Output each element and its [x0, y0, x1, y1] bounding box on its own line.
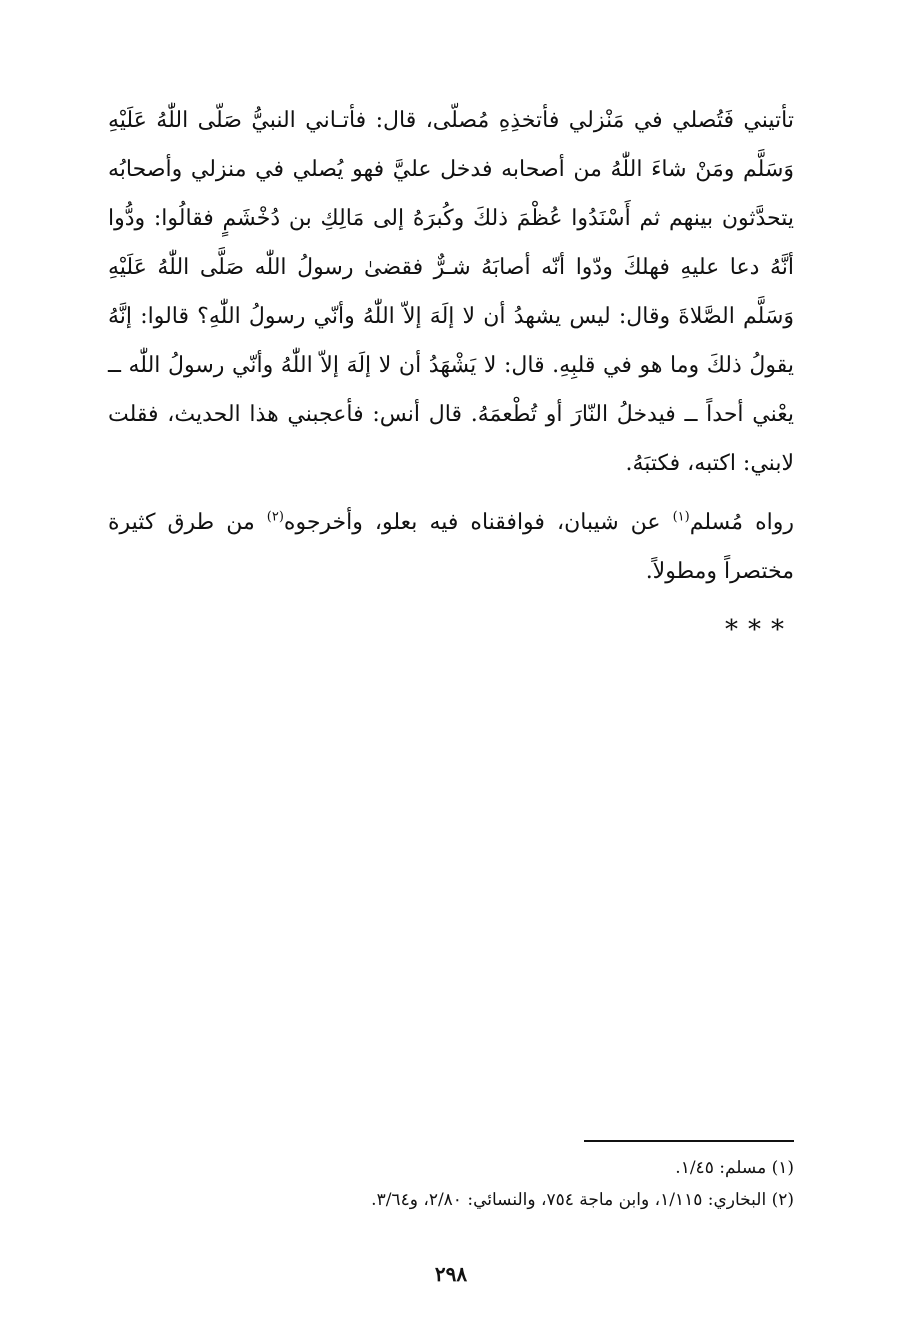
narration-paragraph [108, 498, 794, 596]
footnote-ref-1: (١) [672, 509, 690, 525]
hadith-paragraph: تأتيني فَتُصلي في مَنْزلي فأتخذِهِ مُصلّى، قال: فأتـاني النبيُّ صَلّى اللّٰهُ عَلَيْهِ وَسَلَّم ومَنْ شاءَ اللّٰهُ من أصحابه فدخل عليَّ فهو يُصلي في منزلي وأصحابُه يتحدَّثون بينهم ثم أَسْنَدُوا عُظْمَ ذلكَ وكُبرَهُ إلى مَالِكِ بن دُخْشَمٍ فقالُوا: ودُّوا أنَّهُ دعا عليهِ فهلكَ ودّوا أنّه أصابَهُ شـرٌّ فقضىٰ رسولُ اللّٰه صَلَّى اللّٰهُ عَلَيْهِ وَسَلَّم الصَّلاةَ وقال: ليس يشهدُ أن لا إلَهَ إلاّ اللّٰهُ وأنّي رسولُ اللّٰهِ؟ قالوا: إنَّهُ يقولُ ذلكَ وما هو في قلبِهِ. قال: لا يَشْهَدُ أن لا إلَهَ إلاّ اللّٰهُ وأنّي رسولُ اللّٰه ــ يعْني أحداً ــ فيدخلُ النّارَ أو تُطْعمَهُ. قال أنس: فأعجبني هذا الحديث، فقلت لابني: اكتبه، فكتبَهُ. [108, 108, 794, 476]
page-number: ٢٩٨ [434, 1262, 468, 1286]
narration-text-end: من طرق كثيرة مختصراً ومطولاً. [108, 510, 794, 584]
footnote-2: (٢) البخاري: ١/١١٥، وابن ماجة ٧٥٤، والنسائي: ٢/٨٠، و٣/٦٤. [371, 1190, 794, 1210]
section-separator: *** [725, 615, 794, 645]
footnote-1: (١) مسلم: ١/٤٥. [675, 1158, 794, 1178]
main-text [108, 96, 794, 650]
narration-text-middle: عن شيبان، فوافقناه فيه بعلو، وأخرجوه [283, 510, 673, 535]
footnote-divider [584, 1140, 794, 1142]
book-page [108, 0, 794, 1343]
footnotes [108, 1152, 794, 1216]
footnote-ref-2: (٢) [266, 509, 284, 525]
narration-text-start: رواه مُسلم [689, 510, 794, 535]
